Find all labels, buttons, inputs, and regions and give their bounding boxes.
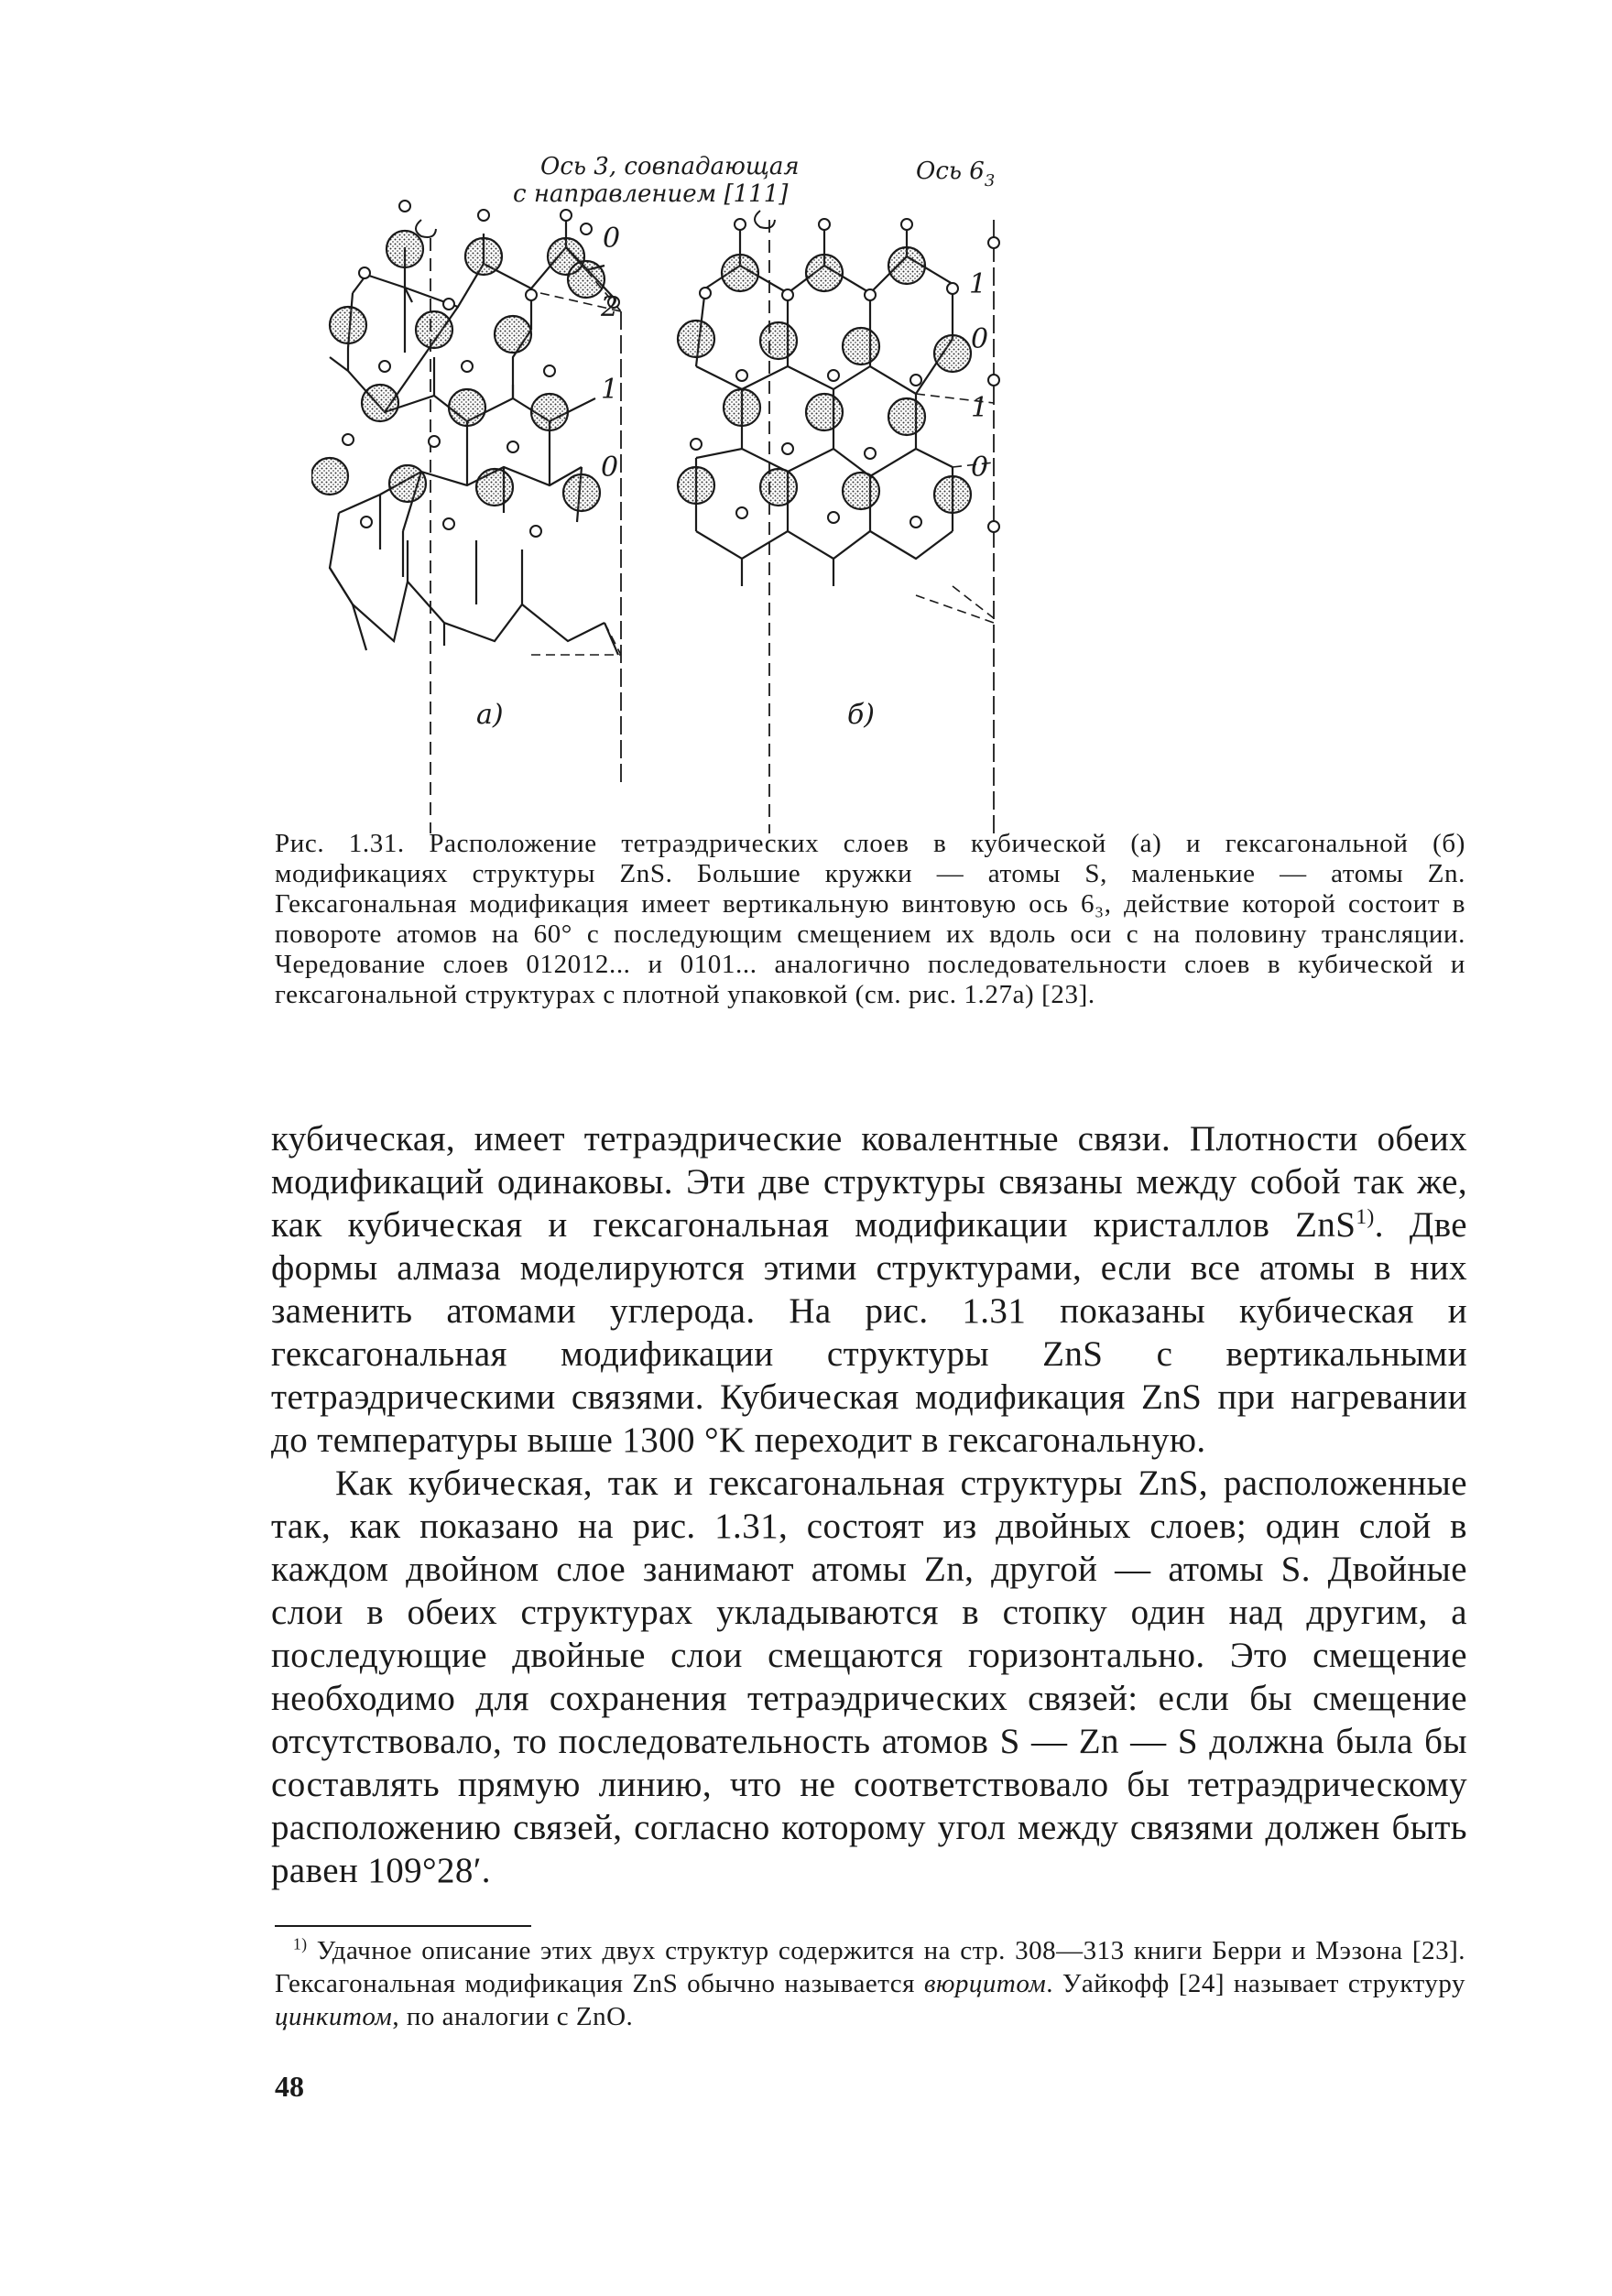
zn-atom [561, 210, 572, 221]
footnote-text-2: . Уайкофф [24] называет структуру [1046, 1969, 1465, 1998]
zn-atom [443, 518, 454, 529]
s-atom [465, 238, 502, 275]
layer-label: 1 [601, 374, 619, 406]
zn-atom [361, 517, 372, 528]
zn-atom [828, 370, 839, 381]
s-atom [362, 385, 398, 421]
axis-3-label-line2: с направлением [111] [513, 180, 789, 208]
zn-atom [901, 219, 912, 230]
panel-b-label: б) [847, 699, 876, 731]
zn-atom [736, 370, 747, 381]
zn-atom [910, 375, 921, 386]
layer-label: 0 [971, 452, 989, 484]
zn-atom [819, 219, 830, 230]
zn-atom [735, 219, 746, 230]
zn-atom [544, 365, 555, 376]
s-atom [806, 394, 843, 430]
s-atom [760, 322, 797, 359]
footnote-term-zincite: цинкитом [275, 2002, 393, 2031]
zn-atom [782, 443, 793, 454]
s-atom [934, 335, 971, 372]
s-atom [678, 321, 714, 357]
footnote-ref: 1) [1356, 1205, 1375, 1229]
zn-atom [782, 289, 793, 300]
s-atom [888, 247, 925, 284]
layer-label: 0 [603, 223, 621, 255]
page-number: 48 [275, 2070, 304, 2103]
zn-atom [865, 289, 876, 300]
zn-atom [379, 361, 390, 372]
zn-atom [988, 237, 999, 248]
s-atom [760, 469, 797, 506]
s-atom [330, 307, 366, 343]
rotation-arrow-icon [755, 211, 775, 228]
layer-label: 1 [969, 268, 987, 300]
s-atom [495, 316, 531, 353]
s-atom [888, 398, 925, 435]
zn-atom [581, 223, 592, 234]
layer-label: 0 [601, 452, 619, 484]
figure-zns-structures [311, 137, 1410, 833]
layer-label: 0 [971, 323, 989, 355]
zn-atom [462, 361, 473, 372]
paragraph-2: Как кубическая, так и гексагональная структуры ZnS, расположенные так, как показано на рис. 1.31, состоят из двойных слоев; один слой в каждом двойном слое занимают атомы Zn, другой — атомы S. Двойные слои в обеих структурах укладываются в стопку один над другим, а последующие двойные слои смещаются горизонтально. Это смещение необходимо для сохранения тетраэдрических связей: если бы смещение отсутствовало, то последовательность атомов S — Zn — S должна была бы составлять прямую линию, что не соответствовало бы тетраэдрическому расположению связей, согласно которому угол между связями должен быть равен 109°28′. [271, 1464, 1467, 1890]
zn-atom [530, 526, 541, 537]
s-atom [476, 469, 513, 506]
zn-atom [988, 521, 999, 532]
s-atom [678, 467, 714, 504]
layer-label: 1 [971, 392, 989, 424]
s-atom [416, 311, 452, 348]
zn-atom [828, 512, 839, 523]
footnote [275, 1934, 1465, 2033]
paragraph-1-part1: кубическая, имеет тетраэдрические ковалентные связи. Плотности обеих модификаций одинаковы. Эти две структуры связаны между собой так же, как кубическая и гексагональная модификации кристаллов ZnS [271, 1119, 1467, 1245]
zn-atom [988, 375, 999, 386]
figure-caption: Рис. 1.31. Расположение тетраэдрических слоев в кубической (а) и гексагональной (б) модификациях структуры ZnS. Большие кружки — атомы S, маленькие — атомы Zn. Гексагональная модификация имеет вертикальную винтовую ось 6₃, действие которой состоит в повороте атомов на 60° с последующим смещением их вдоль оси c на половину трансляции. Чередование слоев 012012... и 0101... аналогично последовательности слоев в кубической и гексагональной структурах с плотной упаковкой (см. рис. 1.27а) [23]. [275, 829, 1465, 1009]
s-atom [568, 261, 604, 298]
footnote-marker: 1) [293, 1934, 308, 1953]
s-atom [843, 328, 879, 365]
s-atom [531, 394, 568, 430]
footnote-term-wurtzite: вюрцитом [923, 1969, 1047, 1998]
zn-atom [359, 267, 370, 278]
zn-atom [443, 299, 454, 310]
s-atom [724, 389, 760, 426]
paragraph-1-part2: . Две формы алмаза моделируются этими структурами, если все атомы в них заменить атомами углерода. На рис. 1.31 показаны кубическая и гексагональная модификации структуры ZnS с вертикальными тетраэдрическими связями. Кубическая модификация ZnS при нагревании до температуры выше 1300 °K переходит в гексагональную. [271, 1205, 1467, 1460]
zn-atom [429, 436, 440, 447]
zn-atom [865, 448, 876, 459]
s-atom [934, 476, 971, 513]
zn-atom [947, 283, 958, 294]
panel-a-label: а) [476, 699, 504, 731]
panel-b-structure [696, 220, 994, 833]
paragraph-1 [271, 1117, 1467, 1462]
zn-atom [343, 434, 354, 445]
s-atom [563, 474, 600, 511]
s-atom [843, 473, 879, 509]
rotation-arrow-icon [416, 220, 436, 237]
footnote-text-1: Удачное описание этих двух структур содержится на стр. 308—313 книги Берри и Мэзона [23]. Гексагональная модификация ZnS обычно называется [275, 1936, 1465, 1998]
footnote-divider [275, 1925, 531, 1927]
s-atom [389, 465, 426, 502]
s-atom [387, 231, 423, 267]
zn-atom [399, 201, 410, 212]
panel-a-s-atoms [311, 231, 604, 511]
panel-a-structure [330, 220, 621, 833]
zn-atom [691, 439, 702, 450]
zn-atom [700, 288, 711, 299]
s-atom [311, 458, 348, 495]
s-atom [449, 389, 485, 426]
s-atom [722, 255, 758, 291]
zn-atom [507, 441, 518, 452]
layer-label: 2 [601, 291, 619, 323]
axis-3-label-line1: Ось 3, совпадающая [540, 153, 800, 180]
axis-63-label: Ось $6_3$ [916, 158, 996, 190]
zn-atom [910, 517, 921, 528]
zn-atom [526, 289, 537, 300]
zn-atom [736, 507, 747, 518]
s-atom [806, 255, 843, 291]
footnote-text-3: , по аналогии с ZnO. [392, 2002, 634, 2031]
zn-atom [478, 210, 489, 221]
